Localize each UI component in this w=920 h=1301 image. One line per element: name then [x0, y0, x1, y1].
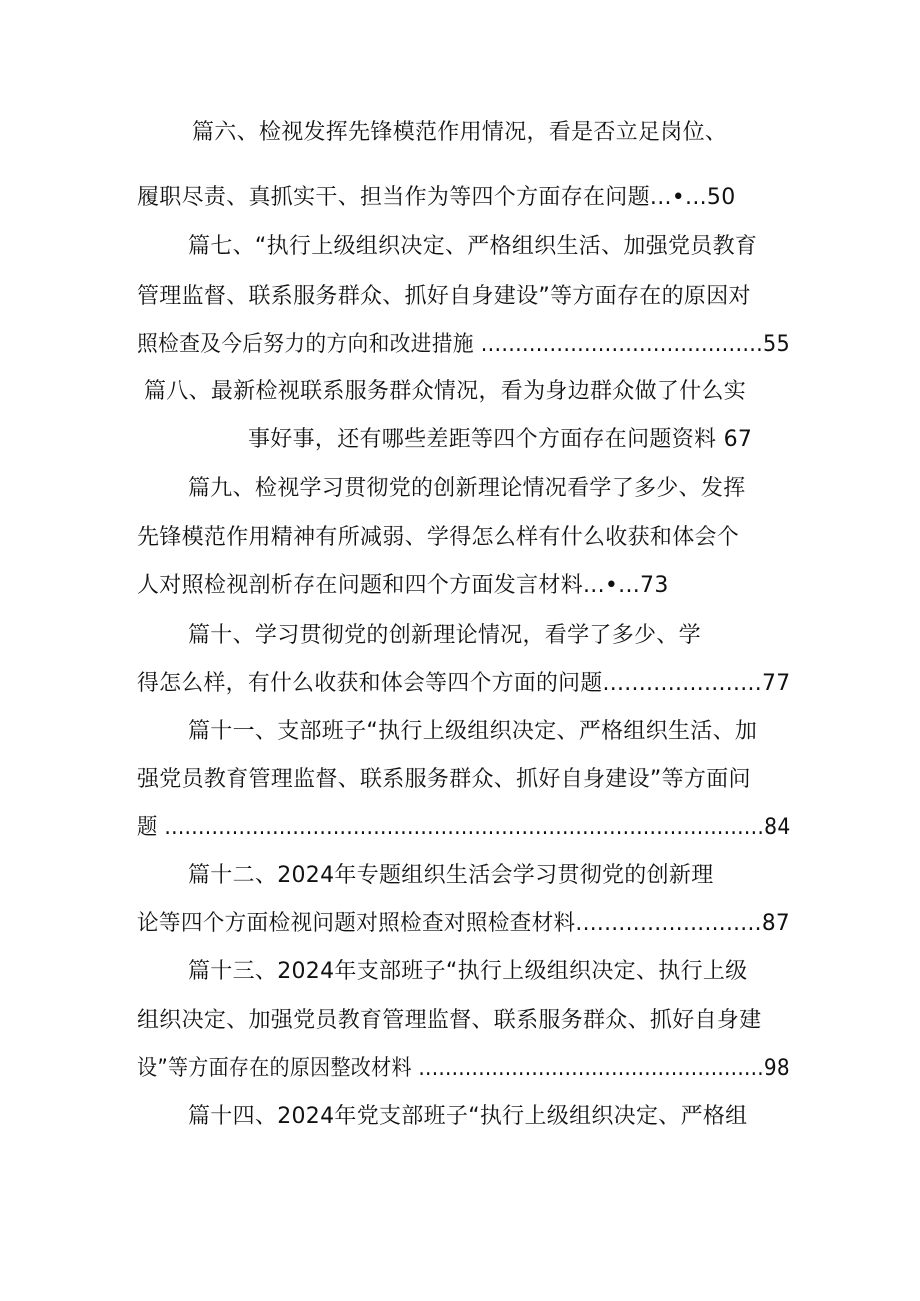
toc-line: 篇六、检视发挥先锋模范作用情况，看是否立足岗位、 [192, 120, 728, 145]
toc-line: 人对照检视剖析存在问题和四个方面发言材料...•...73 [137, 573, 669, 598]
toc-line: 设”等方面存在的原因整改材料 ....................................................98 [137, 1056, 790, 1081]
toc-line: 管理监督、联系服务群众、抓好自身建设”等方面存在的原因对 [137, 284, 751, 309]
toc-line: 先锋模范作用精神有所减弱、学得怎么样有什么收获和体会个 [137, 525, 740, 550]
toc-line: 履职尽责、真抓实干、担当作为等四个方面存在问题...•...50 [137, 185, 736, 210]
toc-line: 照检查及今后努力的方向和改进措施 .........................................55 [137, 332, 790, 357]
toc-line: 篇八、最新检视联系服务群众情况，看为身边群众做了什么实 [144, 379, 747, 404]
toc-line: 篇十一、支部班子“执行上级组织决定、严格组织生活、加 [188, 719, 758, 744]
toc-line: 强党员教育管理监督、联系服务群众、抓好自身建设”等方面问 [137, 767, 751, 792]
toc-line: 得怎么样，有什么收获和体会等四个方面的问题......................77 [137, 671, 791, 696]
toc-line: 篇十二、2024年专题组织生活会学习贯彻党的创新理 [188, 863, 714, 888]
toc-line: 题 .........................................................................................84 [137, 815, 791, 840]
toc-line: 篇十四、2024年党支部班子“执行上级组织决定、严格组 [188, 1104, 748, 1129]
toc-line: 组织决定、加强党员教育管理监督、联系服务群众、抓好自身建 [137, 1008, 762, 1033]
toc-line: 篇七、“执行上级组织决定、严格组织生活、加强党员教育 [188, 234, 758, 259]
toc-line: 篇十、学习贯彻党的创新理论情况，看学了多少、学 [188, 623, 701, 648]
toc-line: 篇九、检视学习贯彻党的创新理论情况看学了多少、发挥 [188, 476, 746, 501]
toc-line: 论等四个方面检视问题对照检查对照检查材料..........................87 [137, 911, 790, 936]
toc-line: 篇十三、2024年支部班子“执行上级组织决定、执行上级 [188, 959, 748, 984]
toc-line: 事好事，还有哪些差距等四个方面存在问题资料 67 [248, 427, 753, 452]
